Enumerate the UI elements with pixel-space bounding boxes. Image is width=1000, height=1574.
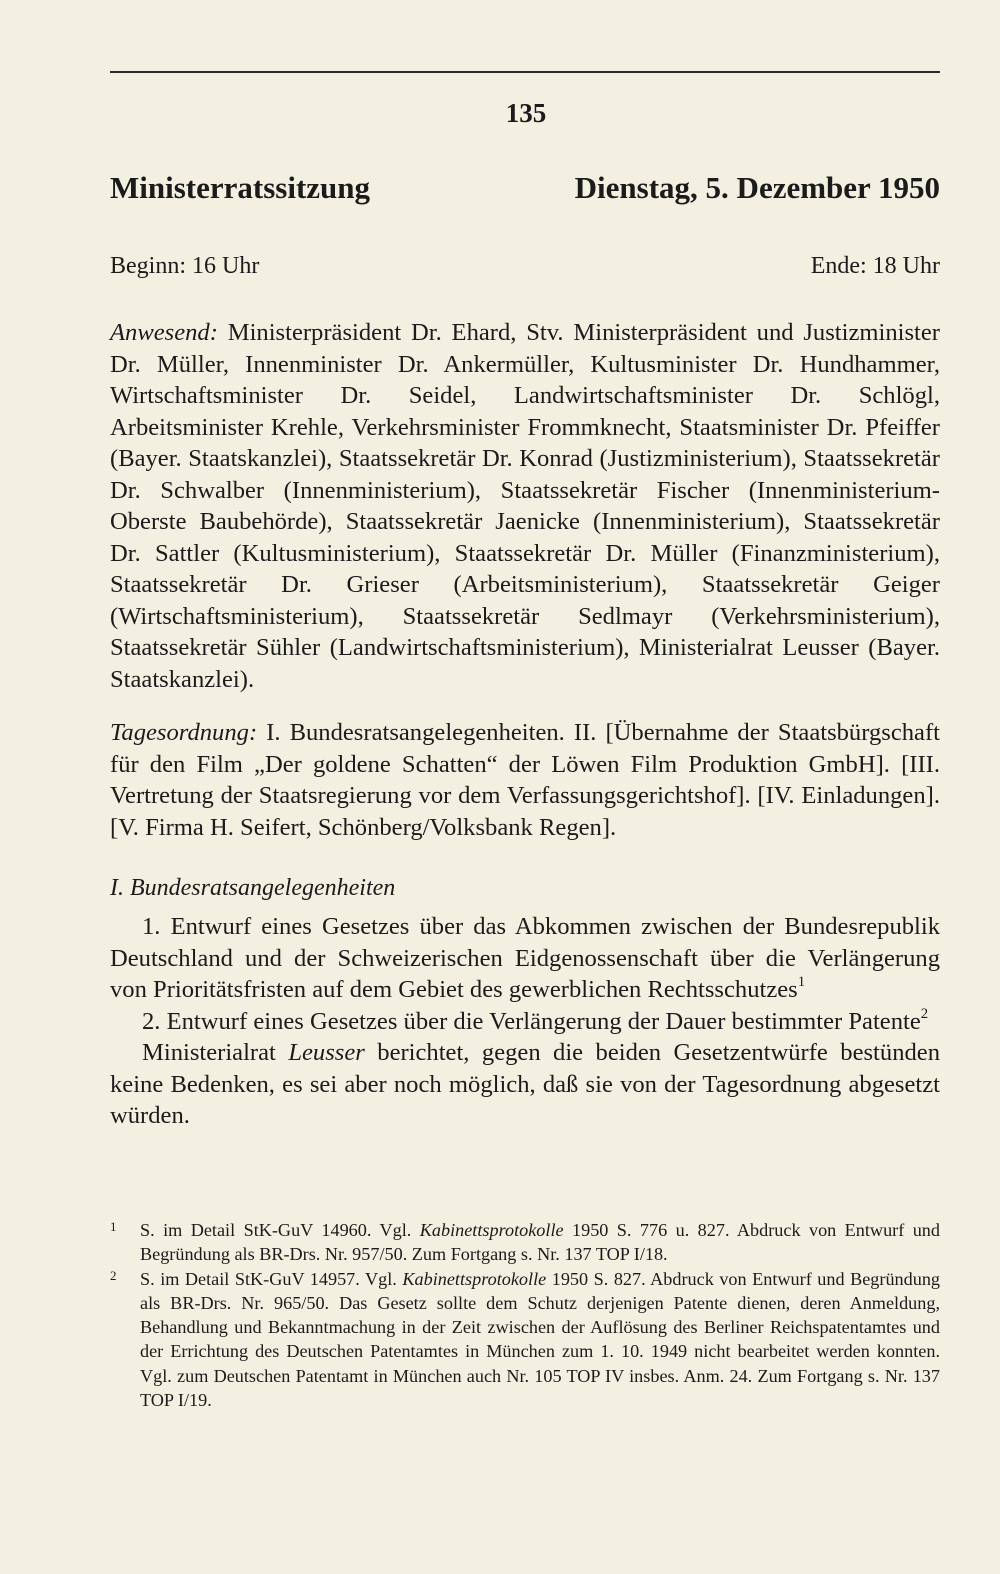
item-2 (110, 1006, 940, 1038)
footnote-ref-2: 2 (920, 1005, 929, 1022)
meeting-title: Ministerratssitzung (110, 170, 371, 205)
footnote-number: 2 (110, 1267, 117, 1283)
footnote-1 (110, 1218, 940, 1267)
footnote-number: 1 (110, 1219, 117, 1234)
agenda-paragraph (110, 717, 940, 843)
page-number: 135 (505, 98, 547, 128)
footnote-text: 1950 S. 827. Abdruck von Entwurf und Begründung als BR-Drs. Nr. 965/50. Das Gesetz sollte dem Schutz derjenigen Patente dienen, deren Anmeldung, Behandlung und Bekanntmachung in der Zeit zwischen der Auflösung des Berliner Reichspatentamtes und der Errichtung des Deutschen Patentamtes in München zum 1. 10. 1949 nicht bearbeitet werden konnten. Vgl. zum Deutschen Patentamt in München auch Nr. 105 TOP IV insbes. Anm. 24. Zum Fortgang s. Nr. 137 TOP I/19. (140, 1268, 941, 1411)
end-time: Ende: 18 Uhr (810, 253, 940, 279)
attendance-label: Anwesend: (110, 319, 218, 346)
attendance-text: Ministerpräsident Dr. Ehard, Stv. Ministerpräsident und Justizminister Dr. Müller, Innenminister Dr. Ankermüller, Kultusminister Dr. Hundhammer, Wirtschaftsminister Dr. Seidel, Landwirtschaftsminister Dr. Schlögl, Arbeitsminister Krehle, Verkehrsminister Frommknecht, Staatsminister Dr. Pfeiffer (Bayer. Staatskanzlei), Staatssekretär Dr. Konrad (Justizministerium), Staatssekretär Dr. Schwalber (Innenministerium), Staatssekretär Fischer (Innenministerium-Oberste Baubehörde), Staatssekretär Jaenicke (Innenministerium), Staatssekretär Dr. Sattler (Kultusministerium), Staatssekretär Dr. Müller (Finanzministerium), Staatssekretär Dr. Grieser (Arbeitsministerium), Staatssekretär Geiger (Wirtschaftsministerium), Staatssekretär Sedlmayr (Verkehrsministerium), Staatssekretär Sühler (Landwirtschaftsministerium), Ministerialrat Leusser (Bayer. Staatskanzlei). (110, 319, 940, 693)
item-2-text: 2. Entwurf eines Gesetzes über die Verlängerung der Dauer bestimmter Patente (142, 1007, 921, 1035)
meeting-date: Dienstag, 5. Dezember 1950 (574, 170, 940, 205)
footnote-text: S. im Detail StK-GuV 14957. Vgl. (140, 1268, 403, 1289)
agenda-label: Tagesordnung: (110, 719, 258, 746)
item-1-text: 1. Entwurf eines Gesetzes über das Abkommen zwischen der Bundesrepublik Deutschland und der Schweizerischen Eidgenossenschaft über die Verlängerung von Prioritätsfristen auf dem Gebiet des gewerblichen Rechtsschutzes (110, 913, 940, 1003)
report-paragraph (110, 1037, 940, 1132)
section-body (110, 911, 940, 1132)
attendance-paragraph (110, 317, 940, 695)
section-heading: I. Bundesratsangelegenheiten (110, 875, 396, 901)
title-row (110, 170, 940, 206)
time-row (110, 253, 940, 280)
footnote-ref-1: 1 (797, 974, 806, 991)
item-1 (110, 911, 940, 1006)
report-prefix: Ministerialrat (142, 1039, 289, 1066)
footnote-2 (110, 1267, 940, 1413)
footnote-source: Kabinettsprotokolle (402, 1268, 547, 1289)
start-time: Beginn: 16 Uhr (110, 253, 260, 279)
agenda-text: I. Bundesratsangelegenheiten. II. [Übernahme der Staatsbürgschaft für den Film „Der goldene Schatten“ der Löwen Film Produktion GmbH]. [III. Vertretung der Staatsregierung vor dem Verfassungsgerichtshof]. [IV. Einladungen]. [V. Firma H. Seifert, Schönberg/Volksbank Regen]. (110, 719, 940, 841)
report-speaker: Leusser (288, 1039, 365, 1066)
header-rule (110, 71, 940, 73)
report-text: berichtet, gegen die beiden Gesetzentwürfe bestünden keine Bedenken, es sei aber noch möglich, daß sie von der Tagesordnung abgesetzt würden. (110, 1039, 940, 1129)
footnotes (110, 1218, 940, 1412)
footnote-source: Kabinettsprotokolle (419, 1220, 564, 1240)
footnote-text: 1950 S. 776 u. 827. Abdruck von Entwurf und Begründung als BR-Drs. Nr. 957/50. Zum Fortgang s. Nr. 137 TOP I/18. (140, 1220, 940, 1265)
footnote-text: S. im Detail StK-GuV 14960. Vgl. (140, 1220, 420, 1240)
